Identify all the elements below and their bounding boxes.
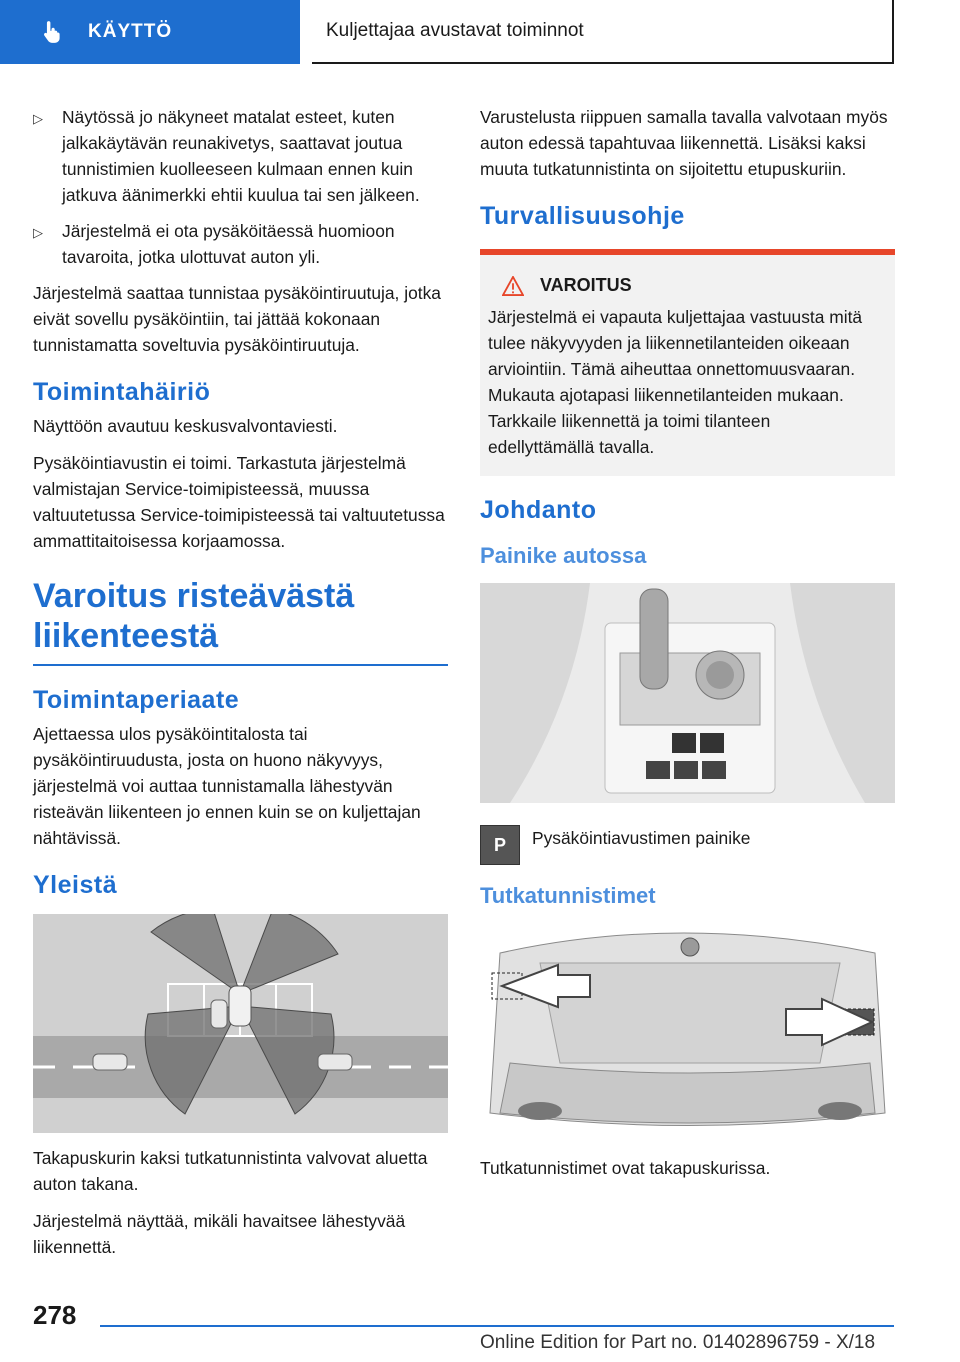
heading-principle: Toimintaperiaate [33, 686, 240, 714]
section-label: KÄYTTÖ [88, 21, 173, 42]
paragraph: Näyttöön avautuu keskusvalvontaviesti. [33, 416, 338, 436]
paragraph: Varustelusta riippuen samalla tavalla valvotaan myös auton edessä tapahtuvaa liikennettä. Lisäksi kaksi muuta tutkatunnistinta on sijoitettu etupuskuriin. [480, 107, 888, 179]
footer-divider [100, 1325, 894, 1327]
heading-general: Yleistä [33, 871, 118, 899]
warning-title: VAROITUS [540, 275, 632, 295]
center-console-photo [480, 583, 895, 803]
section-tab[interactable] [0, 0, 300, 64]
heading-intro: Johdanto [480, 496, 597, 524]
left-column [33, 104, 448, 1271]
triangle-bullet-icon: ▷ [33, 111, 43, 126]
footer-edition: Online Edition for Part no. 01402896759 - X/18 [480, 1332, 876, 1353]
paragraph: Järjestelmä näyttää, mikäli havaitsee lähestyvää liikennettä. [33, 1211, 406, 1257]
warning-text: Järjestelmä ei vapauta kuljettajaa vastuusta mitä tulee näkyvyyden ja liikennetilanteiden oikeaan arviointiin. Tämä aiheuttaa onnettomuusvaaran. Mukauta ajotapasi liikennetilanteiden mukaan. Tarkkaile liikennettä ja toimi tilanteen edellyttämällä tavalla. [488, 307, 863, 457]
list-item-text: Järjestelmä ei ota pysäköitäessä huomioon tavaroita, jotka ulottuvat auton yli. [62, 221, 395, 267]
heading-safety: Turvallisuusohje [480, 202, 685, 230]
warning-header [488, 275, 881, 296]
figure-caption: Tutkatunnistimet ovat takapuskurissa. [480, 1158, 771, 1178]
heading-button: Painike autossa [480, 543, 647, 568]
paragraph: Pysäköintiavustin ei toimi. Tarkastuta järjestelmä valmistajan Service-toimipisteessä, muussa valtuutetussa Service-toimipisteessä tai valtuutetussa ammattitaitoisessa korjaamossa. [33, 453, 445, 551]
heading-main-section: Varoitus risteävästä liikenteestä [33, 576, 448, 666]
list-item-text: Näytössä jo näkyneet matalat esteet, kuten jalkakäytävän reunakivetys, saattavat joutua tunnistimien kuolleeseen kulmaan ennen kuin jatkuva äänimerkki ehtii kuulua tai sen jälkeen. [62, 107, 420, 205]
triangle-bullet-icon: ▷ [33, 225, 43, 240]
figure-caption: Takapuskurin kaksi tutkatunnistinta valvovat aluetta auton takana. [33, 1148, 428, 1194]
heading-fault: Toimintahäiriö [33, 378, 211, 406]
page-number: 278 [33, 1300, 77, 1330]
button-legend [480, 825, 895, 865]
parking-assistant-button-icon: P [480, 825, 520, 865]
rear-bumper-illustration [480, 923, 895, 1143]
hand-pointer-icon [40, 19, 66, 45]
paragraph: Ajettaessa ulos pysäköintitalosta tai pysäköintiruudusta, josta on huono näkyvyys, järjestelmä voi auttaa tunnistamalla lähestyvän risteävän liikenteen jo ennen kuin se on kuljettajan nähtävissä. [33, 724, 421, 848]
warning-box [480, 249, 895, 476]
chapter-header [312, 0, 894, 64]
radar-coverage-illustration [33, 914, 448, 1133]
warning-triangle-icon [502, 276, 524, 296]
chapter-title: Kuljettajaa avustavat toiminnot [326, 20, 584, 41]
list-item [33, 104, 448, 208]
paragraph: Järjestelmä saattaa tunnistaa pysäköintiruutuja, jotka eivät sovellu pysäköintiin, tai jättää kokonaan tunnistamatta soveltuvia pysäköintiruutuja. [33, 283, 441, 355]
button-caption: Pysäköintiavustimen painike [532, 828, 751, 848]
list-item [33, 218, 448, 270]
right-column [480, 104, 895, 1192]
heading-sensors: Tutkatunnistimet [480, 883, 656, 908]
